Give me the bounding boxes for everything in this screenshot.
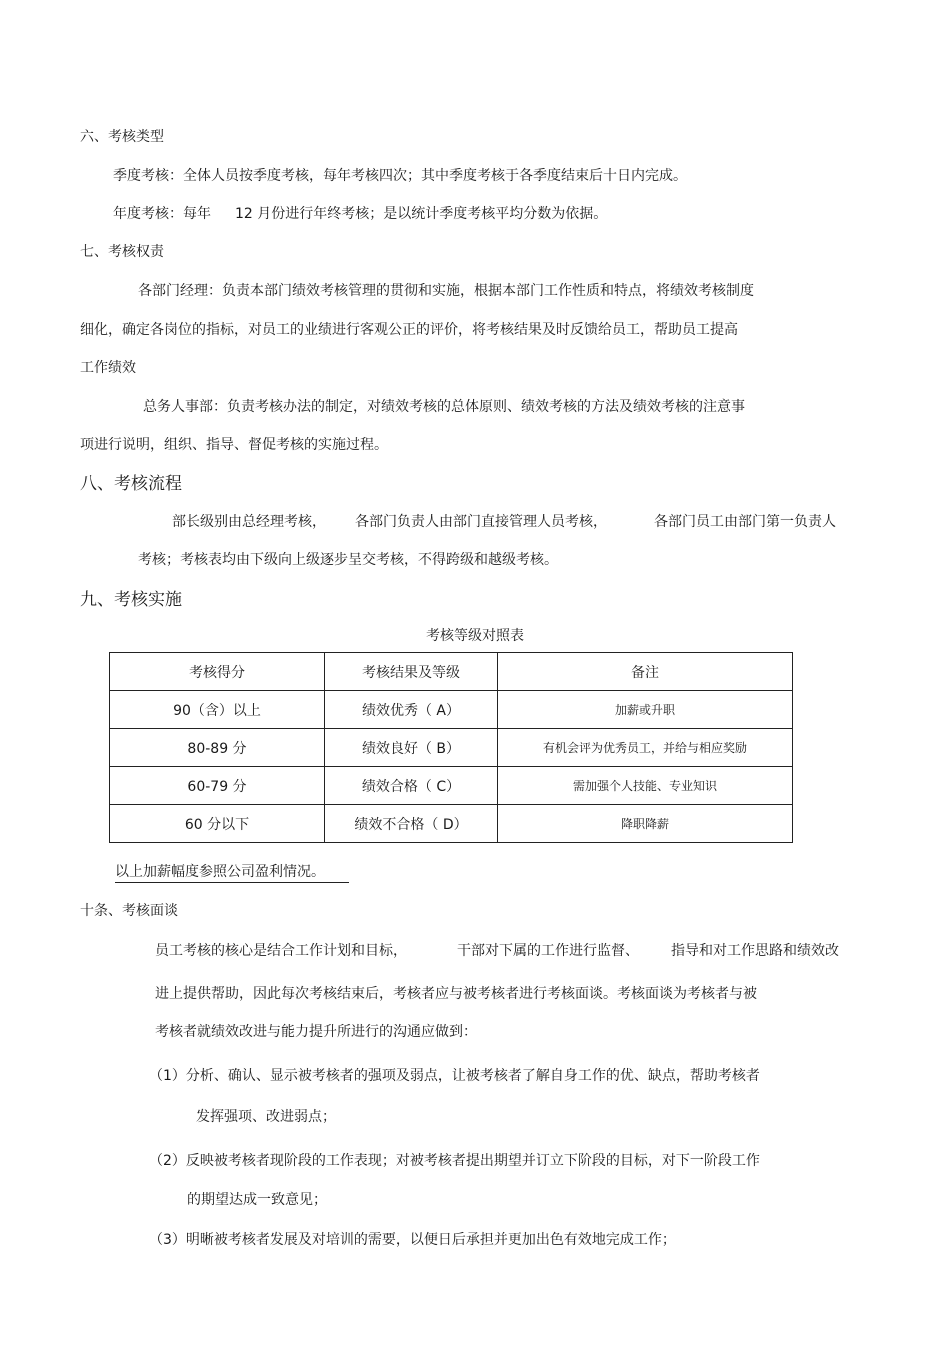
table-row (110, 767, 793, 805)
cell-result: 绩效优秀（ A） (325, 691, 498, 729)
section-7-heading: 七、考核权责 (80, 244, 164, 260)
header-result: 考核结果及等级 (325, 653, 498, 691)
manager-duty-line-3: 工作绩效 (80, 360, 136, 376)
cell-result: 绩效合格（ C） (325, 767, 498, 805)
interview-line-3: 考核者就绩效改进与能力提升所进行的沟通应做到： (155, 1024, 477, 1040)
cell-score: 90（含）以上 (110, 691, 325, 729)
interview-segment-3: 指导和对工作思路和绩效改 (671, 943, 839, 959)
cell-note: 加薪或升职 (498, 691, 793, 729)
table-header-row (110, 653, 793, 691)
process-segment-3: 各部门员工由部门第一负责人 (654, 514, 836, 530)
annual-review-label: 年度考核：每年 (113, 206, 211, 222)
header-score: 考核得分 (110, 653, 325, 691)
cell-result: 绩效不合格（ D） (325, 805, 498, 843)
hr-duty-line-1: 总务人事部：负责考核办法的制定，对绩效考核的总体原则、绩效考核的方法及绩效考核的注意事 (143, 399, 745, 415)
cell-note: 需加强个人技能、专业知识 (498, 767, 793, 805)
table-row (110, 729, 793, 767)
cell-score: 60-79 分 (110, 767, 325, 805)
interview-item-2-line-2: 的期望达成一致意见； (187, 1192, 327, 1208)
process-segment-1: 部长级别由总经理考核， (172, 514, 326, 530)
raise-note: 以上加薪幅度参照公司盈利情况。 (115, 862, 349, 883)
cell-score: 80-89 分 (110, 729, 325, 767)
interview-line-2: 进上提供帮助，因此每次考核结束后，考核者应与被考核者进行考核面谈。考核面谈为考核者与被 (155, 986, 757, 1002)
interview-item-3: （3）明晰被考核者发展及对培训的需要，以便日后承担并更加出色有效地完成工作； (149, 1232, 676, 1248)
interview-item-1-line-2: 发挥强项、改进弱点； (196, 1109, 336, 1125)
cell-result: 绩效良好（ B） (325, 729, 498, 767)
table-title: 考核等级对照表 (426, 628, 524, 644)
table-row (110, 691, 793, 729)
interview-item-1-line-1: （1）分析、确认、显示被考核者的强项及弱点，让被考核者了解自身工作的优、缺点，帮助考核者 (149, 1068, 760, 1084)
process-segment-2: 各部门负责人由部门直接管理人员考核， (355, 514, 607, 530)
cell-note: 降职降薪 (498, 805, 793, 843)
interview-item-2-line-1: （2）反映被考核者现阶段的工作表现；对被考核者提出期望并订立下阶段的目标，对下一阶段工作 (149, 1153, 760, 1169)
grade-table (109, 652, 793, 843)
cell-score: 60 分以下 (110, 805, 325, 843)
hr-duty-line-2: 项进行说明，组织、指导、督促考核的实施过程。 (80, 437, 388, 453)
interview-segment-1: 员工考核的核心是结合工作计划和目标， (155, 943, 407, 959)
header-note: 备注 (498, 653, 793, 691)
annual-review-text: 12 月份进行年终考核；是以统计季度考核平均分数为依据。 (235, 206, 608, 222)
table-row (110, 805, 793, 843)
process-line-2: 考核；考核表均由下级向上级逐步呈交考核，不得跨级和越级考核。 (138, 552, 558, 568)
section-9-heading: 九、考核实施 (80, 590, 182, 610)
cell-note: 有机会评为优秀员工，并给与相应奖励 (498, 729, 793, 767)
section-8-heading: 八、考核流程 (80, 474, 182, 494)
manager-duty-line-2: 细化，确定各岗位的指标，对员工的业绩进行客观公正的评价，将考核结果及时反馈给员工，帮助员工提高 (80, 322, 738, 338)
manager-duty-line-1: 各部门经理：负责本部门绩效考核管理的贯彻和实施，根据本部门工作性质和特点，将绩效考核制度 (138, 283, 754, 299)
quarterly-review-text: 季度考核：全体人员按季度考核，每年考核四次；其中季度考核于各季度结束后十日内完成。 (113, 168, 687, 184)
section-6-heading: 六、考核类型 (80, 129, 164, 145)
section-10-heading: 十条、考核面谈 (80, 903, 178, 919)
interview-segment-2: 干部对下属的工作进行监督、 (457, 943, 639, 959)
